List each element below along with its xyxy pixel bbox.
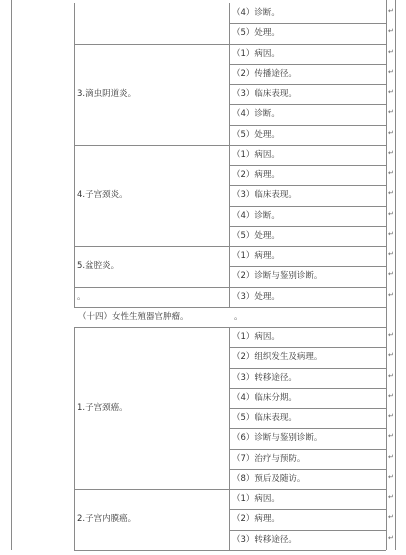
group-left-border	[74, 145, 75, 246]
row-end-mark: ↵	[388, 148, 394, 157]
table-left-border	[11, 0, 12, 550]
header-row-top	[74, 307, 386, 308]
item-row-border	[229, 469, 386, 470]
row-end-mark: ↵	[388, 513, 394, 522]
row-end-mark: ↵	[388, 250, 394, 258]
item-row-border	[229, 125, 386, 126]
item-label: （8）预后及随访。	[232, 473, 306, 484]
item-label: （3）转移途径。	[232, 534, 297, 545]
item-label: （1）病因。	[232, 332, 280, 342]
row-end-mark: ↵	[388, 533, 394, 542]
row-end-mark: ↵	[388, 189, 394, 198]
row-end-mark: ↵	[388, 371, 394, 380]
section-header: （十四）女性生殖器官肿瘤。	[78, 311, 189, 322]
group-top-border	[74, 287, 386, 288]
group-divider	[229, 287, 230, 307]
item-row-border	[229, 206, 386, 207]
item-label: （1）病理。	[232, 251, 280, 261]
row-end-mark: ↵	[388, 452, 394, 461]
group-divider	[229, 145, 230, 246]
row-end-mark: ↵	[388, 128, 394, 137]
row-end-mark: ↵	[388, 493, 394, 501]
row-end-mark: ↵	[388, 472, 394, 481]
row-end-mark: ↵	[388, 47, 394, 56]
item-label: （2）组织发生及病理。	[232, 352, 323, 363]
row-end-mark: ↵	[388, 27, 394, 36]
item-row-border	[229, 226, 386, 227]
group-left-border	[74, 489, 75, 550]
item-row-border	[229, 388, 386, 389]
item-label: （4）临床分期。	[232, 392, 297, 403]
item-label: （1）病因。	[232, 149, 280, 160]
group-title: 3.滴虫阴道炎。	[77, 89, 137, 100]
row-end-mark: ↵	[388, 229, 394, 238]
item-row-border	[229, 104, 386, 105]
group-divider	[229, 489, 230, 550]
group-top-border	[74, 489, 386, 490]
row-end-mark: ↵	[388, 209, 394, 218]
item-row-border	[229, 408, 386, 409]
row-end-mark: ↵	[388, 108, 394, 117]
item-label: （5）处理。	[232, 129, 280, 140]
group-top-border	[74, 327, 386, 328]
group-divider	[229, 44, 230, 145]
group-title: 1.子宫颈癌。	[77, 403, 128, 413]
group-title: 2.子宫内膜癌。	[77, 514, 137, 525]
group-top-border	[74, 44, 386, 45]
header-row-mark: 。	[234, 311, 243, 322]
item-row-border	[229, 509, 386, 510]
row-end-mark: ↵	[388, 88, 394, 96]
item-label: （3）临床表现。	[232, 190, 297, 201]
row-end-mark: ↵	[388, 169, 394, 177]
row-end-mark: ↵	[388, 67, 394, 76]
group-title: 4.子宫颈炎。	[77, 190, 128, 201]
page-edge	[395, 0, 396, 550]
item-label: （2）传播途径。	[232, 68, 297, 79]
group-left-border	[74, 246, 75, 287]
row-end-mark: ↵	[388, 270, 394, 279]
item-label: （5）处理。	[232, 230, 280, 241]
item-label: （4）诊断。	[232, 210, 280, 221]
group-left-border	[74, 44, 75, 145]
group-top-border	[74, 246, 386, 247]
group-top-border	[74, 145, 386, 146]
item-label: （2）诊断与鉴别诊断。	[232, 271, 323, 282]
item-row-border	[229, 428, 386, 429]
item-row-border	[229, 64, 386, 65]
item-row-border	[229, 530, 386, 531]
item-row-border	[229, 84, 386, 85]
item-row-border	[229, 23, 386, 24]
group-title: 5.盆腔炎。	[77, 261, 120, 272]
item-label: （1）病因。	[232, 494, 280, 504]
item-label: （5）处理。	[232, 28, 280, 39]
row-end-mark: ↵	[388, 331, 394, 339]
item-label: （3）临床表现。	[232, 89, 297, 99]
row-end-mark: ↵	[388, 7, 394, 15]
item-row-border	[229, 185, 386, 186]
item-label: （2）病理。	[232, 514, 280, 525]
item-label: （6）诊断与鉴别诊断。	[232, 433, 323, 444]
item-label: （5）临床表现。	[232, 413, 297, 423]
item-label: （4）诊断。	[232, 109, 280, 120]
group-title: 。	[77, 291, 86, 302]
group-left-border	[74, 327, 75, 489]
table-right-border	[386, 0, 387, 550]
item-row-border	[229, 368, 386, 369]
row-end-mark: ↵	[388, 351, 394, 360]
group-left-border	[74, 3, 75, 44]
item-label: （1）病因。	[232, 48, 280, 59]
item-label: （4）诊断。	[232, 8, 280, 18]
item-label: （7）治疗与预防。	[232, 453, 306, 464]
row-end-mark: ↵	[388, 290, 394, 299]
item-row-border	[229, 347, 386, 348]
item-row-border	[229, 165, 386, 166]
item-row-border	[229, 449, 386, 450]
item-row-border	[229, 266, 386, 267]
row-end-mark: ↵	[388, 391, 394, 400]
group-left-border	[74, 287, 75, 307]
item-label: （2）病理。	[232, 170, 280, 180]
table-bottom-border	[74, 550, 386, 551]
item-label: （3）处理。	[232, 291, 280, 302]
item-label: （3）转移途径。	[232, 372, 297, 383]
row-end-mark: ↵	[388, 432, 394, 441]
row-end-mark: ↵	[388, 412, 394, 420]
